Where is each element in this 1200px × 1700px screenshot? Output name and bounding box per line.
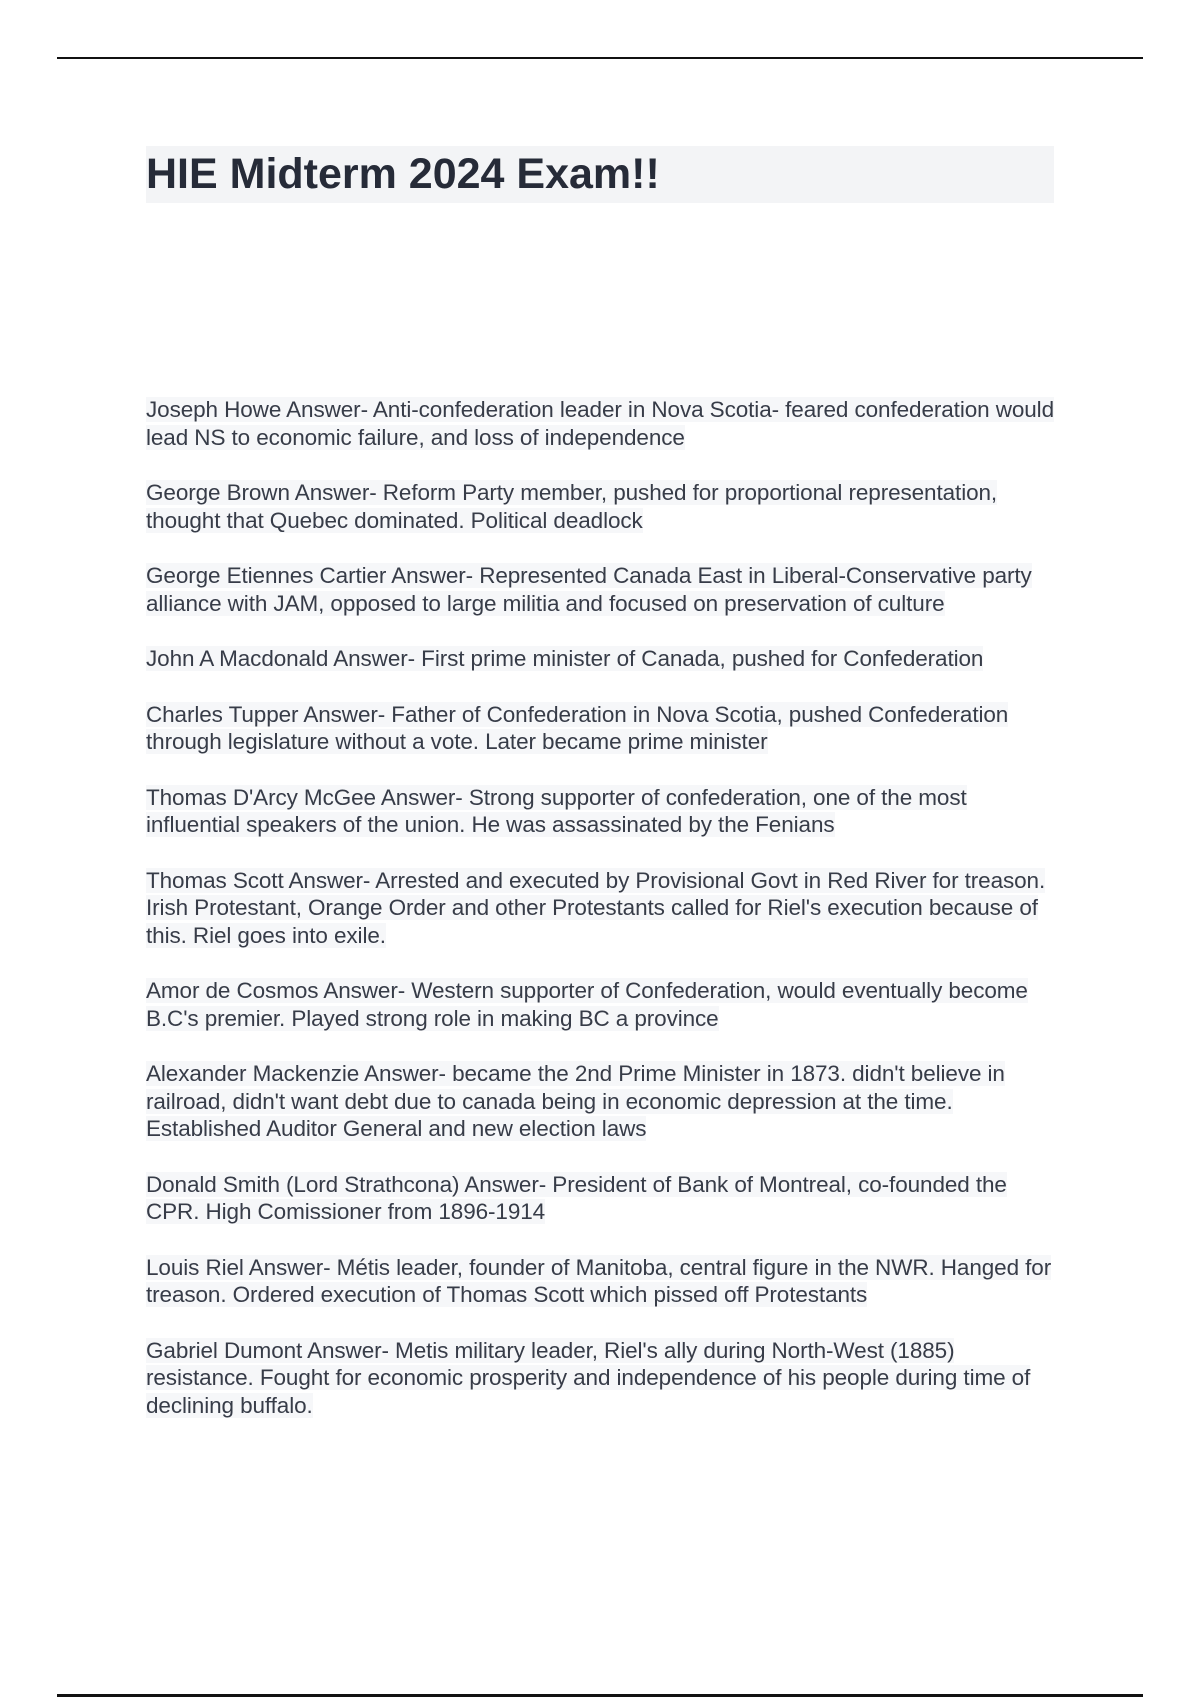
qa-entry — [146, 977, 1056, 1032]
qa-entry-text: Louis Riel Answer- Métis leader, founder of Manitoba, central figure in the NWR. Hanged for treason. Ordered execution of Thomas Scott which pissed off Protestants — [146, 1254, 1052, 1307]
qa-entry-text: Gabriel Dumont Answer- Metis military leader, Riel's ally during North-West (1885) resistance. Fought for economic prosperity and independence of his people during time of declining buffalo. — [146, 1337, 1031, 1418]
qa-entry-text: Donald Smith (Lord Strathcona) Answer- President of Bank of Montreal, co-founded the CPR. High Comissioner from 1896-1914 — [146, 1171, 1007, 1224]
qa-entry-text: Charles Tupper Answer- Father of Confederation in Nova Scotia, pushed Confederation through legislature without a vote. Later became prime minister — [146, 701, 1009, 754]
qa-entry-text: Thomas Scott Answer- Arrested and executed by Provisional Govt in Red River for treason. Irish Protestant, Orange Order and other Protestants called for Riel's execution because of this. Riel goes into exile. — [146, 867, 1046, 948]
qa-entry — [146, 1060, 1056, 1143]
qa-entry — [146, 784, 1056, 839]
qa-entry-text: Joseph Howe Answer- Anti-confederation leader in Nova Scotia- feared confederation would lead NS to economic failure, and loss of independence — [146, 397, 1054, 450]
qa-entry-text: Alexander Mackenzie Answer- became the 2nd Prime Minister in 1873. didn't believe in railroad, didn't want debt due to canada being in economic depression at the time. Established Auditor General and new election laws — [146, 1061, 1005, 1141]
qa-entry — [146, 396, 1056, 451]
qa-entry-text: George Etiennes Cartier Answer- Represented Canada East in Liberal-Conservative party alliance with JAM, opposed to large militia and focused on preservation of culture — [146, 563, 1032, 616]
qa-entry-text: Amor de Cosmos Answer- Western supporter of Confederation, would eventually become B.C's premier. Played strong role in making BC a province — [146, 978, 1028, 1031]
qa-entry — [146, 1171, 1056, 1226]
qa-entry — [146, 645, 1056, 673]
page-title: HIE Midterm 2024 Exam!! — [146, 150, 660, 198]
qa-entry — [146, 479, 1056, 534]
qa-entry — [146, 867, 1056, 950]
top-divider — [57, 57, 1143, 59]
qa-entry — [146, 1254, 1056, 1309]
qa-entry — [146, 562, 1056, 617]
qa-entry — [146, 701, 1056, 756]
qa-entry-text: Thomas D'Arcy McGee Answer- Strong supporter of confederation, one of the most influential speakers of the union. He was assassinated by the Fenians — [146, 784, 967, 837]
qa-entry-text: John A Macdonald Answer- First prime minister of Canada, pushed for Confederation — [146, 646, 984, 671]
bottom-divider — [57, 1694, 1143, 1697]
qa-entry-text: George Brown Answer- Reform Party member, pushed for proportional representation, thought that Quebec dominated. Political deadlock — [146, 480, 998, 533]
qa-list — [146, 396, 1056, 1447]
qa-entry — [146, 1337, 1056, 1420]
